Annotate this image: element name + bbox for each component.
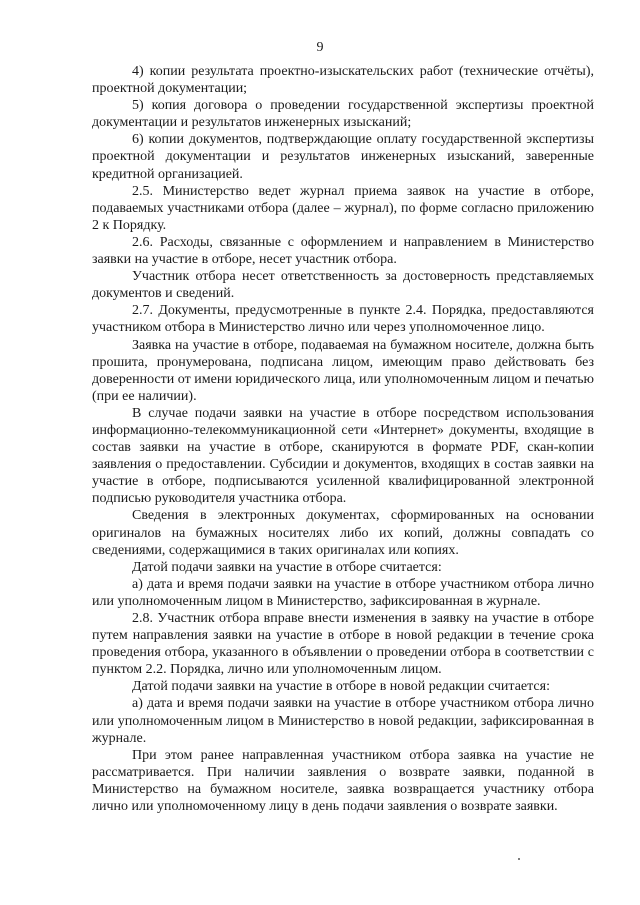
- paragraph-paper-application: Заявка на участие в отборе, подаваемая на бумажном носителе, должна быть прошита, пронумерована, подписана лицом, имеющим право действовать без доверенности от имени юридического лица, или уполномоченным лицом и печатью (при ее наличии).: [92, 337, 594, 404]
- paragraph-responsibility: Участник отбора несет ответственность за достоверность представляемых документов и сведений.: [92, 269, 594, 302]
- paragraph-item-6: 6) копии документов, подтверждающие оплату государственной экспертизы проектной документации и результатов инженерных изысканий, заверенные кредитной организацией.: [92, 132, 594, 182]
- paragraph-item-5: 5) копия договора о проведении государственной экспертизы проектной документации и результатов инженерных изысканий;: [92, 98, 594, 131]
- paragraph-2-5: 2.5. Министерство ведет журнал приема заявок на участие в отборе, подаваемых участниками отбора (далее – журнал), по форме согласно приложению 2 к Порядку.: [92, 183, 594, 233]
- paragraph-2-8: 2.8. Участник отбора вправе внести изменения в заявку на участие в отборе путем направления заявки на участие в отборе в новой редакции в течение срока проведения отбора, указанного в объявлении о проведении отбора в соответствии с пунктом 2.2. Порядка, лично или уполномоченным лицом.: [92, 611, 594, 678]
- paragraph-new-edition-date-a: а) дата и время подачи заявки на участие в отборе участником отбора лично или уполномоченным лицом в Министерство в новой редакции, зафиксированная в журнале.: [92, 696, 594, 746]
- paragraph-internet-submission: В случае подачи заявки на участие в отборе посредством использования информационно-телекоммуникационной сети «Интернет» документы, входящие в состав заявки на участие в отборе, сканируются в формате PDF, скан-копии заявления о предоставлении. Субсидии и документов, входящих в состав заявки на участие в отборе, подписываются усиленной квалифицированной электронной подписью руководителя участника отбора.: [92, 405, 594, 507]
- paragraph-2-7: 2.7. Документы, предусмотренные в пункте 2.4. Порядка, предоставляются участником отбора в Министерство лично или через уполномоченное лицо.: [92, 303, 594, 336]
- page-number: 9: [316, 40, 324, 55]
- paragraph-submission-date-a: а) дата и время подачи заявки на участие в отборе участником отбора лично или уполномоченным лицом в Министерство, зафиксированная в журнале.: [92, 576, 594, 609]
- paragraph-2-6: 2.6. Расходы, связанные с оформлением и направлением в Министерство заявки на участие в отборе, несет участник отбора.: [92, 234, 594, 268]
- paragraph-electronic-documents: Сведения в электронных документах, сформированных на основании оригиналов на бумажных носителях либо их копий, должны совпадать со сведениями, содержащимися в таких оригиналах или копиях.: [92, 508, 594, 558]
- paragraph-item-4: 4) копии результата проектно-изыскательских работ (технические отчёты), проектной документации;: [92, 64, 594, 97]
- paragraph-submission-date: Датой подачи заявки на участие в отборе считается:: [132, 559, 442, 575]
- paragraph-withdrawal: При этом ранее направленная участником отбора заявка на участие не рассматривается. При наличии заявления о возврате заявки, поданной в Министерство на бумажном носителе, заявка возвращается участнику отбора лично или уполномоченному лицу в день подачи заявления о возврате заявки.: [92, 747, 594, 815]
- scan-speck: [518, 858, 520, 860]
- paragraph-new-edition-date: Датой подачи заявки на участие в отборе в новой редакции считается:: [132, 679, 550, 695]
- document-body: [92, 63, 594, 815]
